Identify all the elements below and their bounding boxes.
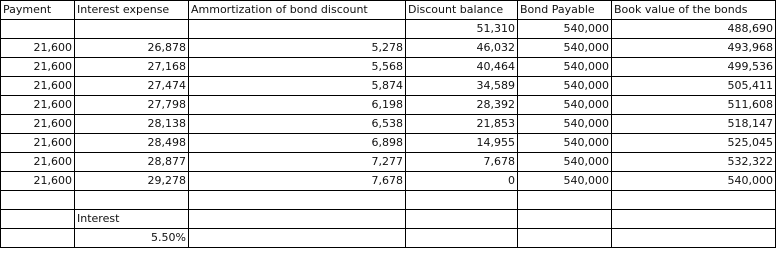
cell-payment[interactable]: 21,600 bbox=[1, 77, 75, 96]
cell-interest-expense[interactable]: 27,798 bbox=[75, 96, 189, 115]
cell-amortization[interactable]: 5,568 bbox=[189, 58, 406, 77]
cell-interest-expense[interactable]: 27,474 bbox=[75, 77, 189, 96]
empty-cell[interactable] bbox=[518, 210, 612, 229]
header-book-value[interactable]: Book value of the bonds bbox=[612, 1, 776, 20]
table-row bbox=[1, 96, 776, 115]
cell-discount-balance[interactable] bbox=[406, 191, 518, 210]
cell-amortization[interactable] bbox=[189, 191, 406, 210]
empty-cell[interactable] bbox=[406, 210, 518, 229]
cell-amortization[interactable]: 6,538 bbox=[189, 115, 406, 134]
header-bond-payable[interactable]: Bond Payable bbox=[518, 1, 612, 20]
cell-amortization[interactable]: 7,678 bbox=[189, 172, 406, 191]
cell-amortization[interactable]: 6,198 bbox=[189, 96, 406, 115]
header-row bbox=[1, 1, 776, 20]
header-interest-expense[interactable]: Interest expense bbox=[75, 1, 189, 20]
cell-bond-payable[interactable]: 540,000 bbox=[518, 153, 612, 172]
cell-bond-payable[interactable]: 540,000 bbox=[518, 96, 612, 115]
cell-bond-payable[interactable] bbox=[518, 191, 612, 210]
cell-book-value[interactable] bbox=[612, 191, 776, 210]
cell-payment[interactable]: 21,600 bbox=[1, 58, 75, 77]
cell-interest-expense[interactable]: 28,138 bbox=[75, 115, 189, 134]
cell-amortization[interactable] bbox=[189, 20, 406, 39]
cell-discount-balance[interactable]: 51,310 bbox=[406, 20, 518, 39]
empty-cell[interactable] bbox=[189, 229, 406, 248]
cell-discount-balance[interactable]: 28,392 bbox=[406, 96, 518, 115]
table-row bbox=[1, 153, 776, 172]
cell-payment[interactable]: 21,600 bbox=[1, 96, 75, 115]
cell-discount-balance[interactable]: 7,678 bbox=[406, 153, 518, 172]
cell-payment[interactable] bbox=[1, 191, 75, 210]
header-discount-balance[interactable]: Discount balance bbox=[406, 1, 518, 20]
cell-discount-balance[interactable]: 46,032 bbox=[406, 39, 518, 58]
cell-interest-expense[interactable] bbox=[75, 20, 189, 39]
cell-book-value[interactable]: 488,690 bbox=[612, 20, 776, 39]
cell-interest-expense[interactable]: 28,498 bbox=[75, 134, 189, 153]
cell-bond-payable[interactable]: 540,000 bbox=[518, 58, 612, 77]
interest-label-row bbox=[1, 210, 776, 229]
empty-cell[interactable] bbox=[518, 229, 612, 248]
cell-interest-expense[interactable]: 28,877 bbox=[75, 153, 189, 172]
table-row bbox=[1, 77, 776, 96]
cell-discount-balance[interactable]: 40,464 bbox=[406, 58, 518, 77]
table-row bbox=[1, 172, 776, 191]
cell-book-value[interactable]: 499,536 bbox=[612, 58, 776, 77]
cell-book-value[interactable]: 493,968 bbox=[612, 39, 776, 58]
cell-bond-payable[interactable]: 540,000 bbox=[518, 39, 612, 58]
header-payment[interactable]: Payment bbox=[1, 1, 75, 20]
cell-discount-balance[interactable]: 14,955 bbox=[406, 134, 518, 153]
cell-amortization[interactable]: 5,874 bbox=[189, 77, 406, 96]
cell-discount-balance[interactable]: 21,853 bbox=[406, 115, 518, 134]
cell-book-value[interactable]: 525,045 bbox=[612, 134, 776, 153]
empty-cell[interactable] bbox=[406, 229, 518, 248]
cell-book-value[interactable]: 518,147 bbox=[612, 115, 776, 134]
empty-cell[interactable] bbox=[612, 229, 776, 248]
cell-book-value[interactable]: 511,608 bbox=[612, 96, 776, 115]
cell-interest-expense[interactable] bbox=[75, 191, 189, 210]
header-amortization[interactable]: Ammortization of bond discount bbox=[189, 1, 406, 20]
table-row bbox=[1, 39, 776, 58]
cell-interest-expense[interactable]: 27,168 bbox=[75, 58, 189, 77]
empty-cell[interactable] bbox=[1, 210, 75, 229]
cell-payment[interactable]: 21,600 bbox=[1, 172, 75, 191]
cell-payment[interactable]: 21,600 bbox=[1, 134, 75, 153]
empty-cell[interactable] bbox=[1, 229, 75, 248]
cell-payment[interactable]: 21,600 bbox=[1, 153, 75, 172]
interest-rate-value[interactable]: 5.50% bbox=[75, 229, 189, 248]
empty-cell[interactable] bbox=[612, 210, 776, 229]
cell-payment[interactable]: 21,600 bbox=[1, 39, 75, 58]
cell-bond-payable[interactable]: 540,000 bbox=[518, 115, 612, 134]
cell-interest-expense[interactable]: 26,878 bbox=[75, 39, 189, 58]
cell-payment[interactable] bbox=[1, 20, 75, 39]
cell-amortization[interactable]: 6,898 bbox=[189, 134, 406, 153]
table-row bbox=[1, 58, 776, 77]
cell-discount-balance[interactable]: 34,589 bbox=[406, 77, 518, 96]
cell-amortization[interactable]: 5,278 bbox=[189, 39, 406, 58]
table-row bbox=[1, 115, 776, 134]
cell-discount-balance[interactable]: 0 bbox=[406, 172, 518, 191]
empty-cell[interactable] bbox=[189, 210, 406, 229]
cell-interest-expense[interactable]: 29,278 bbox=[75, 172, 189, 191]
cell-book-value[interactable]: 540,000 bbox=[612, 172, 776, 191]
cell-bond-payable[interactable]: 540,000 bbox=[518, 134, 612, 153]
table-row bbox=[1, 20, 776, 39]
cell-bond-payable[interactable]: 540,000 bbox=[518, 77, 612, 96]
table-row bbox=[1, 134, 776, 153]
interest-label[interactable]: Interest bbox=[75, 210, 189, 229]
cell-book-value[interactable]: 532,322 bbox=[612, 153, 776, 172]
cell-bond-payable[interactable]: 540,000 bbox=[518, 172, 612, 191]
cell-payment[interactable]: 21,600 bbox=[1, 115, 75, 134]
table-row bbox=[1, 191, 776, 210]
cell-book-value[interactable]: 505,411 bbox=[612, 77, 776, 96]
interest-rate-row bbox=[1, 229, 776, 248]
cell-amortization[interactable]: 7,277 bbox=[189, 153, 406, 172]
cell-bond-payable[interactable]: 540,000 bbox=[518, 20, 612, 39]
